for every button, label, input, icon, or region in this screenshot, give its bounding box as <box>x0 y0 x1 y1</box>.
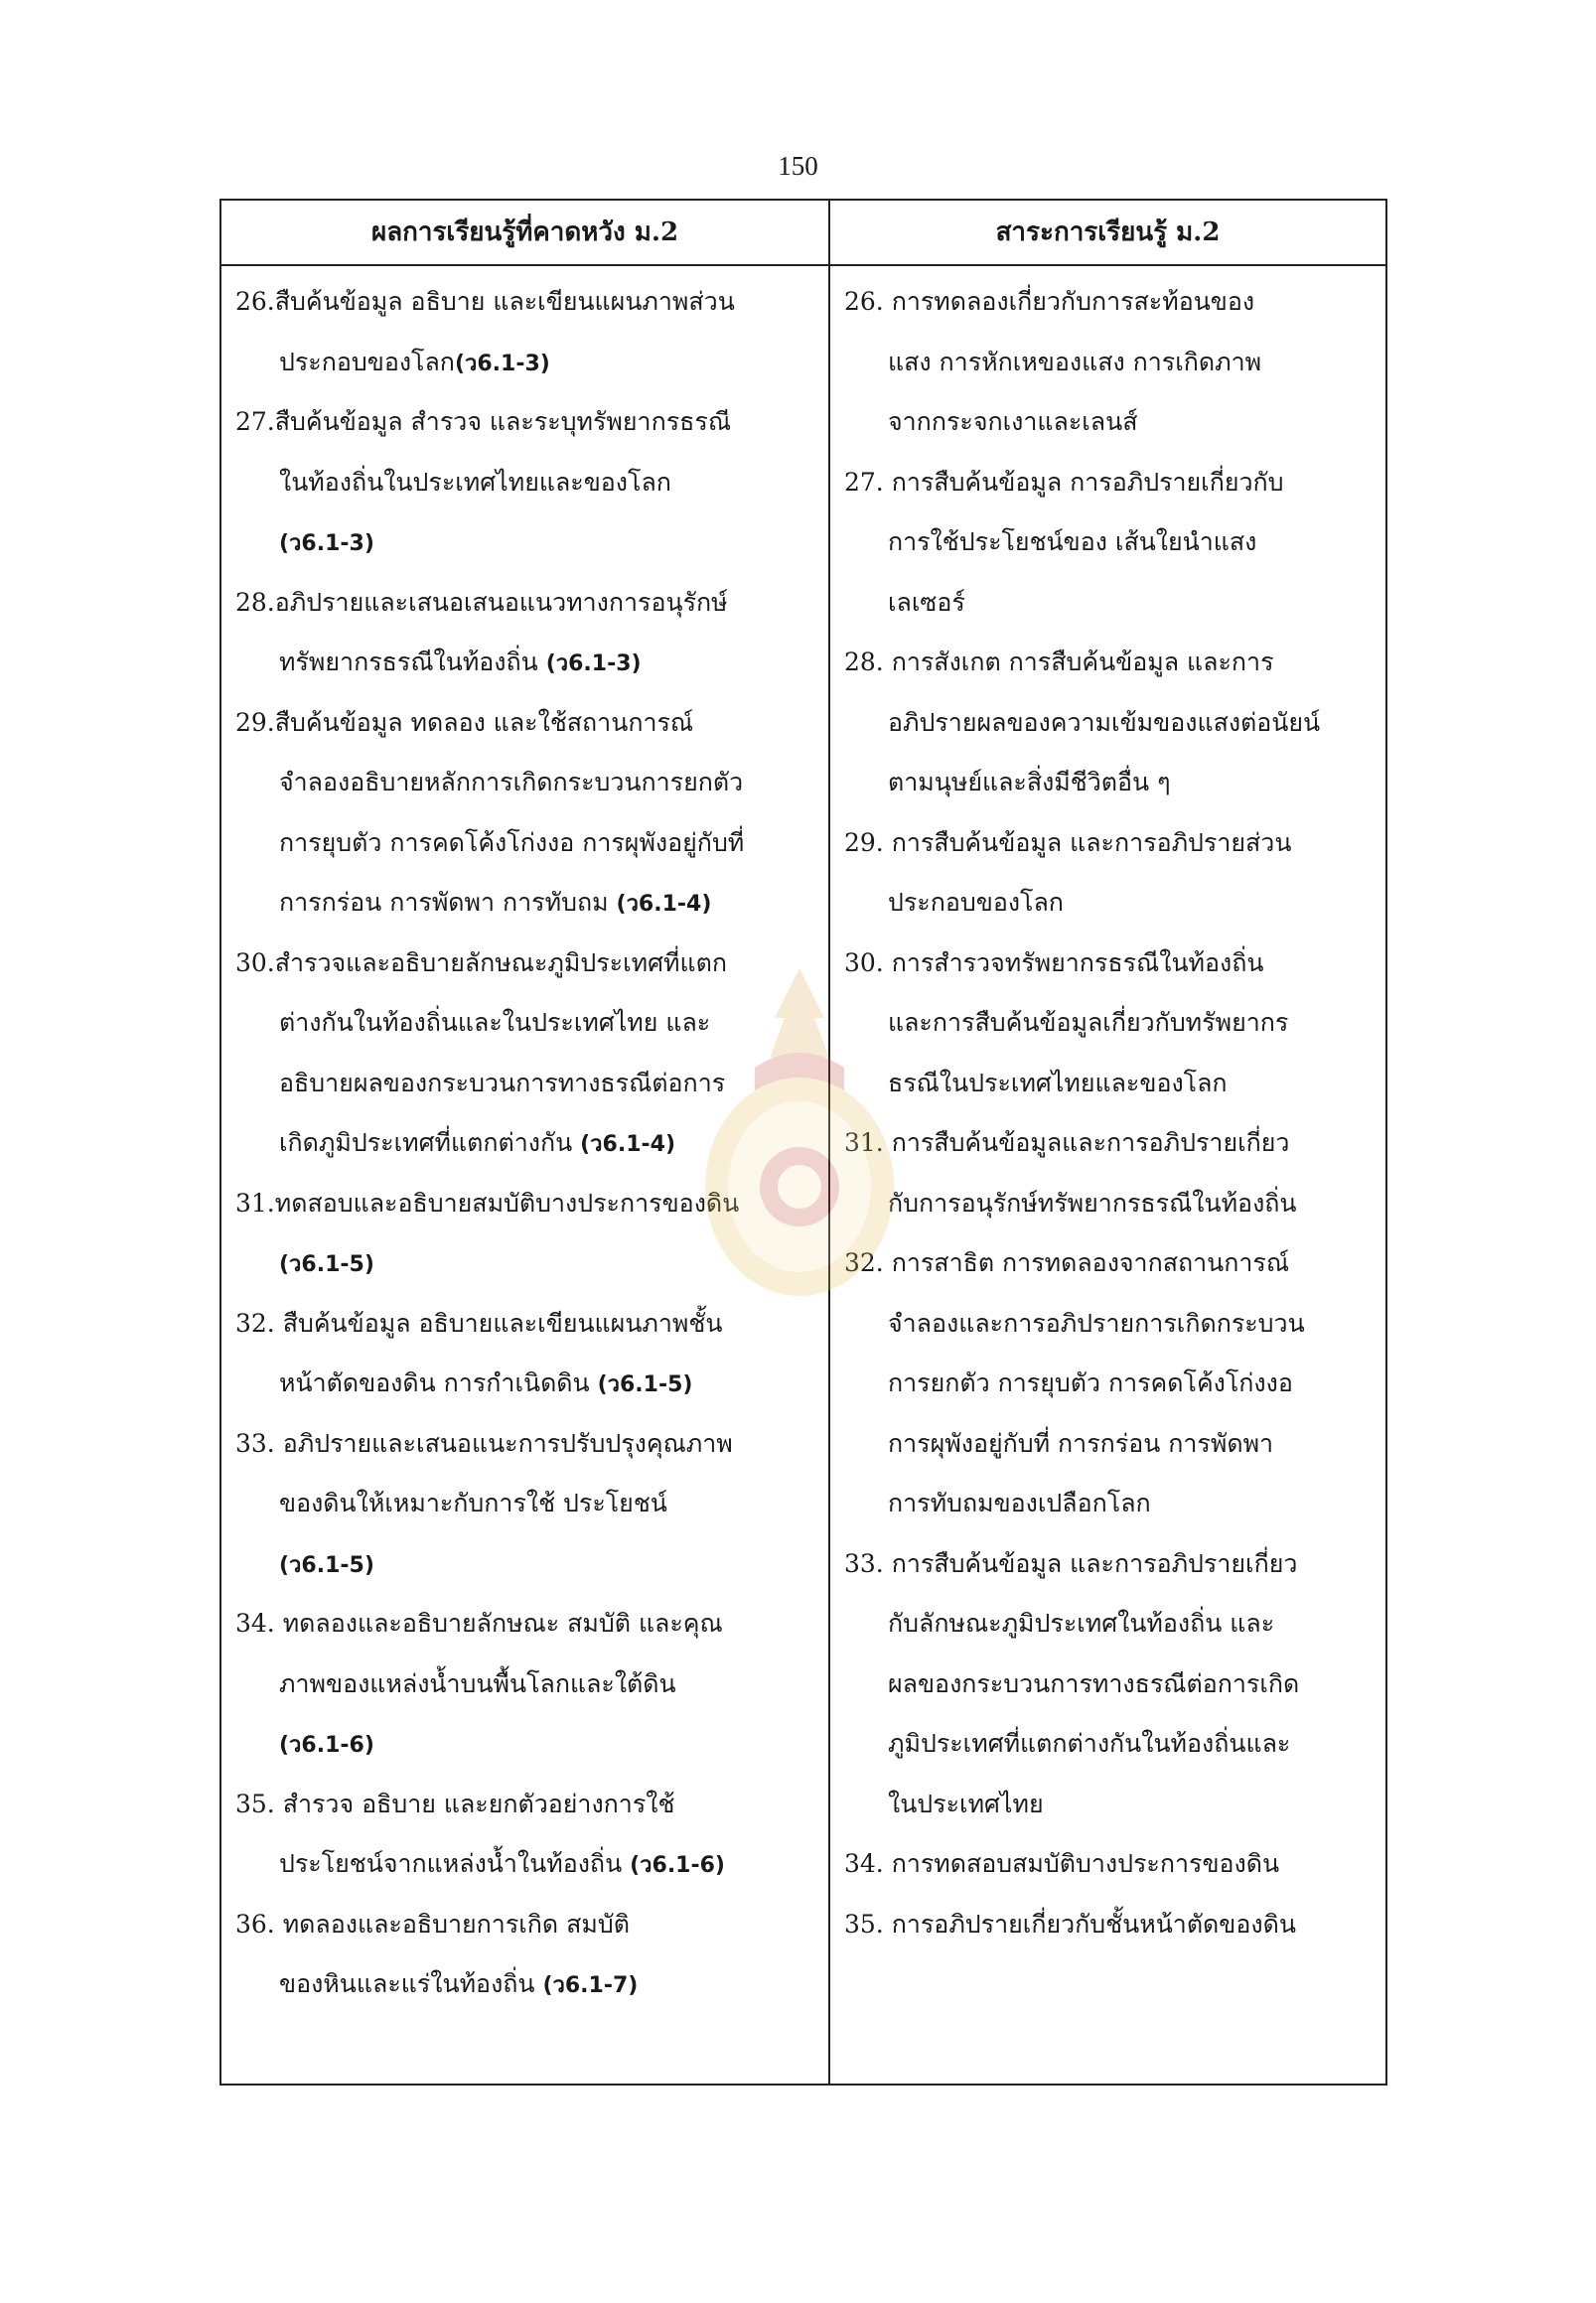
outcome-line <box>235 1354 821 1414</box>
outcome-text: เกิดภูมิประเทศที่แตกต่างกัน <box>279 1128 581 1157</box>
content-line: จำลองและการอภิปรายการเกิดกระบวน <box>888 1308 1305 1338</box>
content-line: จากกระจกเงาและเลนส์ <box>888 407 1138 436</box>
content-item <box>844 633 1380 813</box>
content-item <box>844 1834 1380 1895</box>
outcome-text: 31.ทดสอบและอธิบายสมบัติบางประการของดิน <box>235 1188 740 1218</box>
outcome-text: 28.อภิปรายและเสนอเสนอแนวทางการอนุรักษ์ <box>235 587 728 617</box>
content-line: 27. การสืบค้นข้อมูล การอภิปรายเกี่ยวกับ <box>844 467 1284 497</box>
outcome-text: ทรัพยากรธรณีในท้องถิ่น <box>279 648 546 676</box>
content-line: 30. การสำรวจทรัพยากรธรณีในท้องถิ่น <box>844 947 1264 977</box>
outcome-text: หน้าตัดของดิน การกำเนิดดิน <box>279 1368 598 1397</box>
outcome-line <box>235 272 821 333</box>
table-header-row <box>221 201 1385 266</box>
outcome-line <box>235 453 821 513</box>
outcome-item <box>235 1414 821 1595</box>
content-line: ในประเทศไทย <box>888 1789 1044 1818</box>
outcome-line <box>235 1895 821 1955</box>
outcome-line <box>235 813 821 874</box>
content-line: ธรณีในประเทศไทยและของโลก <box>888 1068 1228 1097</box>
indicator-code: (ว6.1-5) <box>279 1552 374 1578</box>
outcome-text: อธิบายผลของกระบวนการทางธรณีต่อการ <box>279 1068 726 1097</box>
outcome-item <box>235 693 821 934</box>
outcome-item <box>235 392 821 573</box>
content-item <box>844 934 1380 1114</box>
content-line: อภิปรายผลของความเข้มของแสงต่อนัยน์ <box>888 707 1321 737</box>
content-line: 29. การสืบค้นข้อมูล และการอภิปรายส่วน <box>844 827 1292 857</box>
outcome-text: 26.สืบค้นข้อมูล อธิบาย และเขียนแผนภาพส่วน <box>235 287 735 316</box>
outcome-text: จำลองอธิบายหลักการเกิดกระบวนการยกตัว <box>279 768 744 796</box>
indicator-code: (ว6.1-3) <box>454 351 550 376</box>
content-line: ตามนุษย์และสิ่งมีชีวิตอื่น ๆ <box>888 768 1171 796</box>
content-line: และการสืบค้นข้อมูลเกี่ยวกับทรัพยากร <box>888 1008 1289 1037</box>
content-line: กับการอนุรักษ์ทรัพยากรธรณีในท้องถิ่น <box>888 1188 1297 1218</box>
outcome-text: 29.สืบค้นข้อมูล ทดลอง และใช้สถานการณ์ <box>235 707 694 737</box>
content-item <box>844 1895 1380 1955</box>
content-line: เลเซอร์ <box>888 587 965 617</box>
outcome-line <box>235 753 821 813</box>
outcome-text: 34. ทดลองและอธิบายลักษณะ สมบัติ และคุณ <box>235 1609 723 1638</box>
outcome-line <box>235 1414 821 1475</box>
indicator-code: (ว6.1-5) <box>279 1252 374 1277</box>
content-line: 34. การทดสอบสมบัติบางประการของดิน <box>844 1849 1280 1878</box>
outcome-line <box>235 1594 821 1655</box>
page-number: 150 <box>778 151 818 181</box>
outcome-line <box>235 392 821 453</box>
outcome-item <box>235 272 821 392</box>
outcome-line <box>235 1834 821 1895</box>
header-expected-outcomes: ผลการเรียนรู้ที่คาดหวัง ม.2 <box>370 217 679 247</box>
outcome-item <box>235 1594 821 1775</box>
outcome-item <box>235 1775 821 1895</box>
content-line: การทับถมของเปลือกโลก <box>888 1489 1151 1517</box>
outcome-text: การยุบตัว การคดโค้งโก่งงอ การผุพังอยู่กับที่ <box>279 827 745 857</box>
outcome-item <box>235 1294 821 1414</box>
content-line: ภูมิประเทศที่แตกต่างกันในท้องถิ่นและ <box>888 1729 1291 1758</box>
outcome-text: ประโยชน์จากแหล่งน้ำในท้องถิ่น <box>279 1849 631 1878</box>
outcome-text: 32. สืบค้นข้อมูล อธิบายและเขียนแผนภาพชั้น <box>235 1308 723 1338</box>
outcome-line <box>235 573 821 634</box>
outcome-text: 35. สำรวจ อธิบาย และยกตัวอย่างการใช้ <box>235 1789 675 1818</box>
outcome-line <box>235 1714 821 1775</box>
outcome-item <box>235 573 821 693</box>
outcome-line <box>235 693 821 754</box>
content-line: การผุพังอยู่กับที่ การกร่อน การพัดพา <box>888 1428 1274 1458</box>
content-line: 28. การสังเกต การสืบค้นข้อมูล และการ <box>844 648 1274 676</box>
indicator-code: (ว6.1-3) <box>279 531 374 556</box>
outcome-line <box>235 633 821 693</box>
indicator-code: (ว6.1-6) <box>279 1733 374 1758</box>
content-line: แสง การหักเหของแสง การเกิดภาพ <box>888 347 1262 376</box>
outcome-text: 33. อภิปรายและเสนอแนะการปรับปรุงคุณภาพ <box>235 1428 733 1458</box>
outcome-text: 27.สืบค้นข้อมูล สำรวจ และระบุทรัพยากรธรณี <box>235 407 732 436</box>
outcome-text: 30.สำรวจและอธิบายลักษณะภูมิประเทศที่แตก <box>235 947 727 977</box>
indicator-code: (ว6.1-5) <box>597 1372 693 1397</box>
indicator-code: (ว6.1-4) <box>616 892 712 917</box>
content-line: การใช้ประโยชน์ของ เส้นใยนำแสง <box>888 527 1257 556</box>
outcome-text: การกร่อน การพัดพา การทับถม <box>279 888 617 917</box>
outcome-item <box>235 1895 821 2015</box>
outcome-text: ประกอบของโลก <box>279 347 455 376</box>
outcome-line <box>235 1655 821 1715</box>
content-item <box>844 1233 1380 1534</box>
outcome-text: ภาพของแหล่งน้ำบนพื้นโลกและใต้ดิน <box>279 1668 676 1698</box>
outcome-line <box>235 333 821 393</box>
outcome-text: 36. ทดลองและอธิบายการเกิด สมบัติ <box>235 1909 630 1939</box>
content-line: 31. การสืบค้นข้อมูลและการอภิปรายเกี่ยว <box>844 1128 1290 1157</box>
outcome-text: ต่างกันในท้องถิ่นและในประเทศไทย และ <box>279 1008 711 1037</box>
content-line: การยกตัว การยุบตัว การคดโค้งโก่งงอ <box>888 1368 1293 1397</box>
content-item <box>844 1113 1380 1233</box>
content-item <box>844 813 1380 934</box>
content-line: ประกอบของโลก <box>888 888 1064 917</box>
outcome-line <box>235 1775 821 1835</box>
indicator-code: (ว6.1-7) <box>542 1973 639 1998</box>
outcome-text: ในท้องถิ่นในประเทศไทยและของโลก <box>279 467 671 497</box>
outcome-line <box>235 873 821 934</box>
outcome-line <box>235 1954 821 2015</box>
content-line: 26. การทดลองเกี่ยวกับการสะท้อนของ <box>844 287 1255 316</box>
indicator-code: (ว6.1-6) <box>630 1853 725 1878</box>
content-line: 33. การสืบค้นข้อมูล และการอภิปรายเกี่ยว <box>844 1548 1298 1578</box>
outcome-text: ของหินและแร่ในท้องถิ่น <box>279 1969 543 1998</box>
content-line: กับลักษณะภูมิประเทศในท้องถิ่น และ <box>888 1609 1275 1638</box>
outcome-line <box>235 512 821 573</box>
content-line: ผลของกระบวนการทางธรณีต่อการเกิด <box>888 1668 1300 1698</box>
indicator-code: (ว6.1-3) <box>545 651 642 676</box>
outcome-text: ของดินให้เหมาะกับการใช้ ประโยชน์ <box>279 1489 667 1517</box>
learning-content-column <box>844 272 1380 1954</box>
content-line: 35. การอภิปรายเกี่ยวกับชั้นหน้าตัดของดิน <box>844 1909 1296 1939</box>
outcome-line <box>235 1534 821 1595</box>
content-item <box>844 272 1380 453</box>
content-item <box>844 453 1380 634</box>
indicator-code: (ว6.1-4) <box>580 1132 675 1157</box>
outcome-line <box>235 1474 821 1534</box>
content-item <box>844 1534 1380 1835</box>
emblem-seal-icon <box>695 958 904 1306</box>
content-line: 32. การสาธิต การทดลองจากสถานการณ์ <box>844 1248 1290 1277</box>
header-learning-content: สาระการเรียนรู้ ม.2 <box>995 217 1221 247</box>
